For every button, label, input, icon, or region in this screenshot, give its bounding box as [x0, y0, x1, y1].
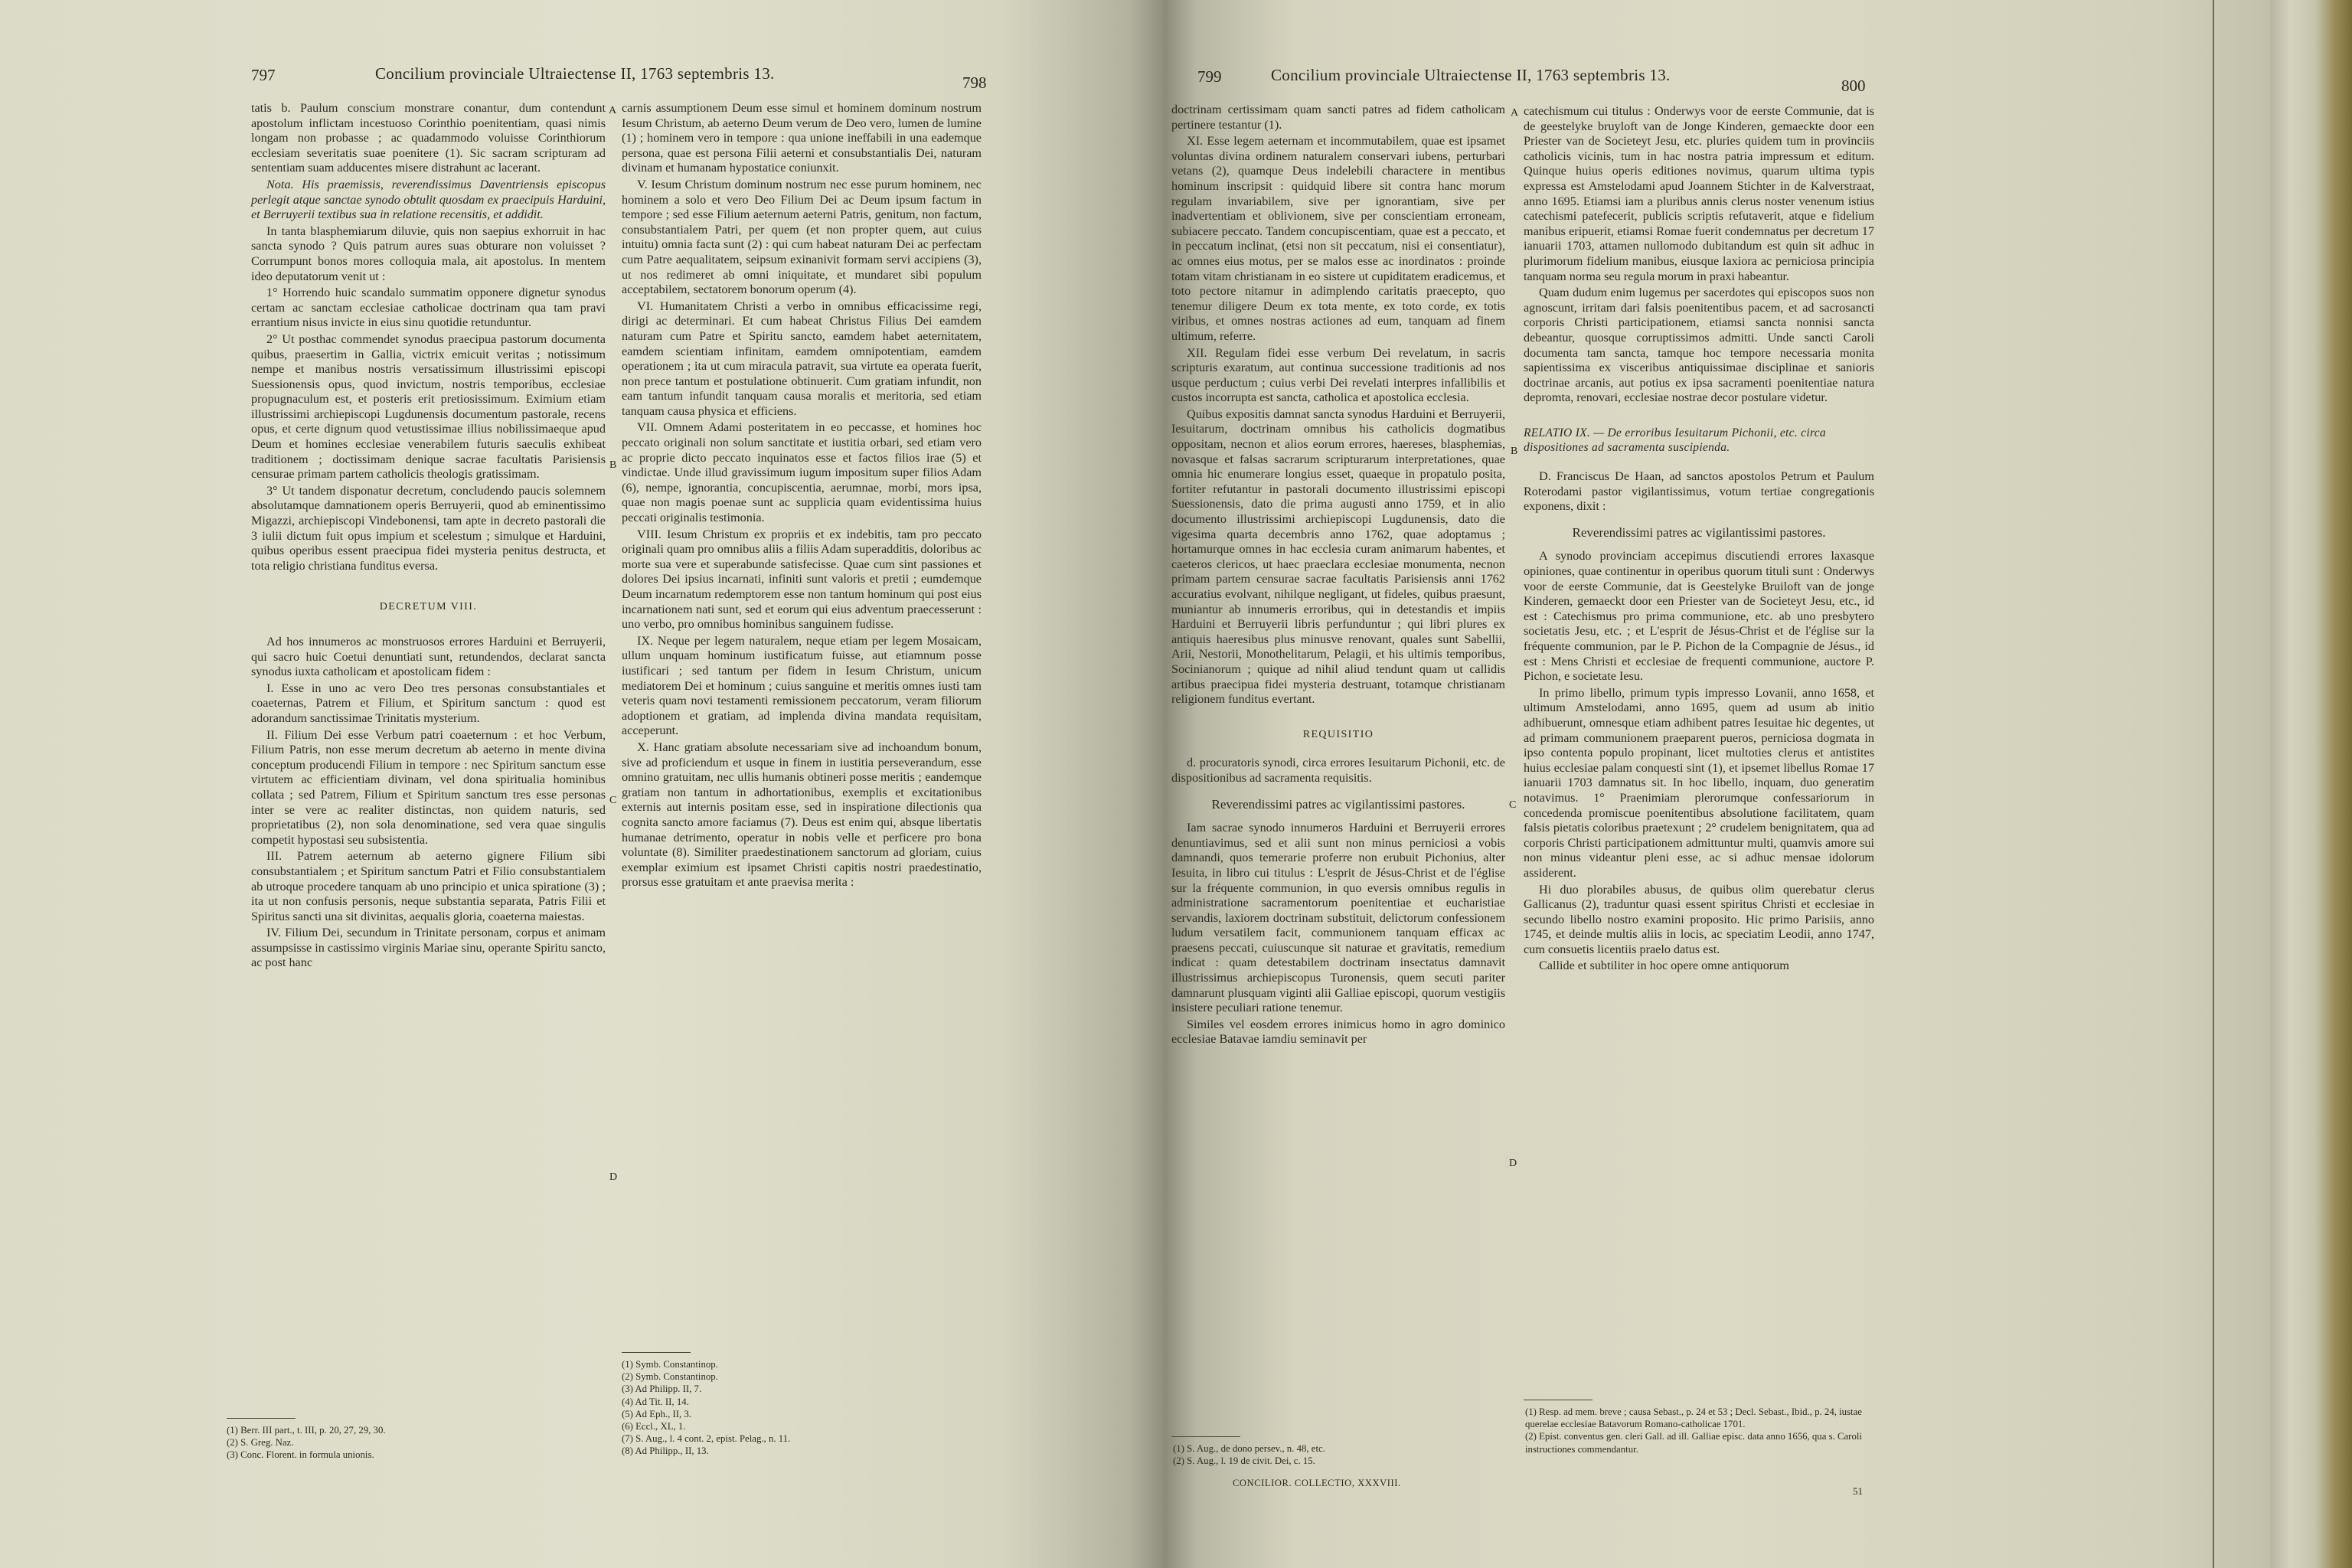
footnote: (2) S. Greg. Naz. — [227, 1437, 294, 1449]
page-number-799: 799 — [1197, 67, 1222, 86]
footnotes-left-a — [227, 1424, 386, 1462]
footnote: (8) Ad Philipp., II, 13. — [622, 1446, 709, 1457]
paragraph: A synodo provinciam accepimus discutiendi errores laxasque opiniones, quae continentur in operibus quorum tituli sunt : Onderwys voor de eerste Communie, dat is Geestelyke Bruiloft van de jonge Kinderen, gemaeckt door een Priester van de Societeyt Jesu, etc., id est : Catechismus pro prima communione, etc. ab uno presbytero societatis Jesu, etc. ; et L'esprit de Jésus-Christ et de l'église sur la fréquente communion, par le P. Pichon de la Compagnie de Jésus., id est : Mens Christi et ecclesiae de frequenti communione, auctore P. Pichon, e societate Iesu. — [1524, 549, 1874, 684]
page-number-797: 797 — [251, 66, 276, 84]
paragraph: Quam dudum enim lugemus per sacerdotes qui episcopos suos non agnoscunt, irritam dari falsis poenitentibus pacem, et ad sacrosancti corporis Christi participationem, etiamsi sancta nonnisi sancta debeantur, quosque corruptissimos admitti. Unde sancti Caroli documenta tam sancta, tamque hoc tempore necessaria monita sapientissima ex visceribus antiquissimae disciplinae et sanioris doctrinae arcanis, aut potius ex ipsa sacramenti poenitentiae natura depromta, renovari, ecclesiae nostrae decor postulare videtur. — [1524, 286, 1874, 405]
paragraph: In primo libello, primum typis impresso Lovanii, anno 1658, et ultimum Amstelodami, anno 1695, quem ad usum ab initio adhibuerunt, omnesque etiam adhibent patres Iesuitae hic degentes, ut ad primam communionem praeparent pueros, perniciosa dogmata in ipso contenta populo propinant, licet multoties clerus et antistites huius ecclesiae palam conquesti sint (1), et ipsemet libellus Romae 17 ianuarii 1703 damnatus sit. In hoc libello, inquam, duo generatim notavimus. 1° Praenimiam plerorumque confessariorum in concedenda promiscue poenitentibus absolutione facilitatem, quam falsis pietatis coloribus praetexunt ; 2° crudelem benignitatem, qua ad corporis Christi participationem admittuntur multi, quamvis amore sui non minus videantur pleni esse, ac si adhuc mensae idolorum assiderent. — [1524, 685, 1874, 880]
page-number-798: 798 — [962, 74, 987, 92]
footnote: (3) Conc. Florent. in formula unionis. — [227, 1449, 374, 1461]
paragraph: Similes vel eosdem errores inimicus homo in agro dominico ecclesiae Batavae iamdiu seminavit per — [1171, 1017, 1505, 1047]
paragraph: doctrinam certissimam quam sancti patres ad fidem catholicam pertinere testantur (1). — [1171, 103, 1505, 132]
margin-letter: B — [609, 459, 617, 471]
paragraph: XII. Regulam fidei esse verbum Dei revelatum, in sacris scripturis exaratum, aut continua successione traditionis ad nos usque perductum ; cuius verbi Dei revelati interpres infallibilis et custos incorrupta est sancta, catholica et apostolica ecclesia. — [1171, 345, 1505, 405]
footnotes-right-b — [1525, 1406, 1873, 1455]
footnote: (2) Symb. Constantinop. — [622, 1371, 718, 1383]
footnote: (2) S. Aug., l. 19 de civit. Dei, c. 15. — [1173, 1455, 1315, 1467]
margin-letter: D — [609, 1171, 618, 1183]
left-column-b — [622, 101, 982, 892]
right-page — [1164, 0, 2270, 1568]
salutation: Reverendissimi patres ac vigilantissimi pastores. — [1572, 524, 1826, 540]
salutation: Reverendissimi patres ac vigilantissimi pastores. — [1211, 796, 1465, 812]
margin-letter: A — [1511, 107, 1519, 119]
book-edge — [2270, 0, 2352, 1568]
footnote: (6) Eccl., XL, 1. — [622, 1421, 686, 1432]
gathering-signature: 51 — [1853, 1485, 1863, 1497]
margin-letter: D — [1509, 1158, 1517, 1169]
margin-letter: C — [609, 795, 617, 806]
footnote: (7) S. Aug., l. 4 cont. 2, epist. Pelag., n. 11. — [622, 1433, 791, 1445]
paragraph: Hi duo plorabiles abusus, de quibus olim querebatur clerus Gallicanus (2), traduntur quasi essent spiritus Christi et ecclesiae in secundo libello nostro examini proposito. Hic primo Parisiis, anno 1745, et deinde multis aliis in locis, ac speciatim Leodii, anno 1747, cum consuetis licentiis praelo datus est. — [1524, 882, 1874, 956]
paragraph: catechismum cui titulus : Onderwys voor de eerste Communie, dat is de geestelyke bruyloft van de Jonge Kinderen, gemaeckte door een Priester van de Societeyt Jesu, etc. pluries quidem tum in provinciis catholicis vicinis, tum in hac nostra patria impressum et editum. Quinque huius operis editiones novimus, quarum ultima typis expressa est Amstelodami apud Joannem Stichter in de Kalverstraat, anno 1695. Etiamsi iam a pluribus annis clerus noster venenum istius catechismi patefecerit, publicis scriptis refutaverit, atque e fidelium manibus eripuerit, etiamsi Romae fuerit condemnatus per decretum 17 ianuarii 1703, attamen nullomodo dubitandum est quin sit adhuc in plurimorum fidelium manibus, eiusque laxiora ac perniciosa principia tanquam norma seu regula morum in praxi habeantur. — [1524, 104, 1874, 283]
paragraph: X. Hanc gratiam absolute necessariam sive ad inchoandum bonum, sive ad proficiendum et usque in finem in iustitia perseverandum, esse omnino gratuitam, nec ullis humanis obtineri posse meritis ; eandemque gratiam non tantum in adhortationibus, exemplis et excitationibus externis aut internis positam esse, sed in inspiratione dilectionis qua cognita sancto amore faciamus (7). Deus est enim qui, absque libertatis humanae detrimento, operatur in nobis velle et perficere pro bona voluntate (8). Similiter praedestinationem sanctorum ad gloriam, cuius exemplar eximium est ipsamet Christi capitis nostri praedestinatio, prorsus esse gratuitam et ante praevisa merita : — [622, 740, 982, 890]
footnote: (3) Ad Philipp. II, 7. — [622, 1383, 702, 1395]
footnote: (5) Ad Eph., II, 3. — [622, 1408, 691, 1419]
right-column-a — [1171, 103, 1505, 1049]
footnote: (2) Epist. conventus gen. cleri Gall. ad ill. Galliae episc. data anno 1656, qua s. Caroli instructiones commendantur. — [1525, 1431, 1862, 1455]
footnote: (1) Berr. III part., t. III, p. 20, 27, 29, 30. — [227, 1425, 386, 1436]
footnote: (1) Symb. Constantinop. — [622, 1359, 718, 1370]
section-heading: DECRETUM VIII. — [379, 601, 478, 613]
paragraph: IV. Filium Dei, secundum in Trinitate personam, corpus et animam assumpsisse in castissimo virginis Mariae sinu, operante Spiritu sancto, ac post hanc — [251, 926, 606, 970]
footnote: (1) S. Aug., de dono persev., n. 48, etc. — [1173, 1443, 1325, 1454]
footnote-rule — [622, 1352, 691, 1353]
paragraph: 1° Horrendo huic scandalo summatim opponere dignetur synodus certam ac sanctam ecclesiae catholicae doctrinam qua tam pravi errantium nisus invicte in eius sinu quotidie retunduntur. — [251, 286, 606, 330]
relatio-heading: RELATIO IX. — De erroribus Iesuitarum Pichonii, etc. circa dispositiones ad sacramenta suscipienda. — [1524, 426, 1826, 455]
paragraph: 2° Ut posthac commendet synodus praecipua pastorum documenta quibus, praesertim in Gallia, victrix emicuit veritas ; notissimum nempe et manibus nostris versatissimum illustrissimi episcopi Suessionensis opus, quod invictum, nostris temporibus, ecclesiae propugnaculum est, et posteris erit pretiosissimum. Eximium etiam illustrissimi archiepiscopi Lugdunensis documentum pastorale, recens opus, et certe dignum quod vetustissimae illius nobilissimaeque apud Deum et homines ecclesiae venerabilem futuris saeculis exhibeat traditionem ; doctissimam denique sacrae facultatis Parisiensis censurae primam partem catholicis theologis gratissimam. — [251, 332, 606, 482]
margin-letter: B — [1511, 446, 1518, 457]
paragraph: In tanta blasphemiarum diluvie, quis non saepius exhorruit in hac sancta synodo ? Quis patrum aures suas obturare non voluisset ? Corrumpunt bonos mores colloquia mala, ait apostolus. In mentem ideo deputatorum venit ut : — [251, 224, 606, 283]
running-header: Concilium provinciale Ultraiectense II, 1763 septembris 13. — [1271, 66, 1671, 84]
paragraph: d. procuratoris synodi, circa errores Iesuitarum Pichonii, etc. de dispositionibus ad sacramenta requisitis. — [1171, 756, 1505, 785]
paragraph: Quibus expositis damnat sancta synodus Harduini et Berruyerii, Iesuitarum, doctrinam omnibus his catholicis dogmatibus oppositam, necnon et alios eorum errores, haereses, blasphemias, novasque et falsas sacrarum scripturarum interpretationes, quae omnia hic enumerare longius esset, quaeque in propatulo posita, fortiter refutantur in pastorali documento illustrissimi episcopi Suessionensis, dato die prima augusti anno 1759, et in alio documento illustrissimi archiepiscopi Lugdunensis, dato die vigesima quarta decembris anno 1762, quae adoptamus ; hortamurque omnes in hac ecclesia curam animarum habentes, et caeteros clericos, ut haec praeclara ecclesiae monumenta, necnon primam partem censurae sacrae facultatis Parisiensis anni 1762 accuratius evolvant, nihilque negligant, ut fideles, quibus praesunt, muniantur ab innumeris erroribus, qui in detestandis et impiis Harduini et Berruyerii libris perfunduntur ; qui libri plures ex antiquis haeresibus plus minusve renovant, quales sunt Sabellii, Arii, Nestorii, Monothelitarum, Pelagii, et his ultimis temporibus, Socinianorum ; quique ad nihil aliud tendunt quam ut callidis artibus praecipua fidei mysteria destruant, totamque christianam religionem funditus evertant. — [1171, 407, 1505, 707]
paragraph: III. Patrem aeternum ab aeterno gignere Filium sibi consubstantialem ; et Spiritum sanctum Patri et Filio consubstantialem ab utroque procedere tanquam ab uno principio et unica spiratione (3) ; ita ut non confusis personis, neque substantia separata, Patris Filii et Spiritus sancti una sit divinitas, aequalis gloria, coaeterna maiestas. — [251, 849, 606, 923]
paragraph: VI. Humanitatem Christi a verbo in omnibus efficacissime regi, dirigi ac determinari. Et cum habeat Christus Filius Dei eamdem naturam cum Patre et Spiritu sancto, eamdem habet aeternitatem, eamdem scientiam infinitam, eamdem omnipotentiam, eamdem operationem ; ita ut cum miracula patravit, sua virtute ea operata fuerit, non prece tantum et postulatione obtinuerit. Cum gratiam infundit, non eam tantum infundit tanquam causa moralis et meritoria, sed etiam tanquam causa physica et efficiens. — [622, 299, 982, 418]
paragraph: Nota. His praemissis, reverendissimus Daventriensis episcopus perlegit atque sanctae synodo obtulit quosdam ex praecipuis Harduini, et Berruyerii textibus sua in relatione recensitis, et addidit. — [251, 177, 606, 222]
paragraph: 3° Ut tandem disponatur decretum, concludendo paucis solemnem absolutamque damnationem operis Berruyerii, quod ab eminentissimo Migazzi, archiepiscopi Vindebonensi, tam apte in decreto pastorali die 3 iulii dictum fuit opus impium et scelestum ; simulque et Harduini, quibus operibus essent praecipua fidei mysteria penitus destructa, et tota religio christiana funditus eversa. — [251, 483, 606, 573]
paragraph: XI. Esse legem aeternam et incommutabilem, quae est ipsamet voluntas divina ordinem naturalem conservari iubens, perturbari vetans (2), quamque Deus indelebili charactere in mentibus hominum inscripsit : quidquid libere sit contra hanc morum regulam invariabilem, sive per ignorantiam, sive per inadvertentiam et oblivionem, sive per conscientiam erroneam, subiacere peccato. Tandem concupiscentiam, quae est a peccato, et in peccatum inclinat, (etsi non sit peccatum, nisi ei consentiatur), ac omnes eius motus, per se malos esse ac inordinatos : proinde totam vitam christianam in eo sistere ut cupiditatem eradicemus, et toto pectore nitamur in adimplendo caritatis praecepto, quo tenemur diligere Deum ex tota mente, ex toto corde, ex totis viribus, et omnes nostras actiones ad eum, tanquam ad finem ultimum, referre. — [1171, 134, 1505, 343]
paragraph: VIII. Iesum Christum ex propriis et ex indebitis, tam pro peccato originali quam pro omnibus aliis a filiis Adam superadditis, doloribus ac morte sua vere et superabunde satisfecisse. Quae cum sint passiones et dolores Dei ipsius incarnati, infiniti sunt valoris et pretii ; eumdemque Deum incarnatum redemptorem esse non tantum hominum qui post eius incarnationem nati sunt, sed et eorum qui eius adventum praecesserunt : uno verbo, pro omnibus hominibus sanguinem fudisse. — [622, 527, 982, 632]
footnotes-left-b — [622, 1358, 790, 1458]
page-number-800: 800 — [1841, 77, 1866, 95]
paragraph: II. Filium Dei esse Verbum patri coaeternum : et hoc Verbum, Filium Patris, non esse merum decretum ab aeterno in mente divina conceptum producendi Filium in tempore : nec Spiritum sanctum esse virtutem ac efficientiam divinam, vel dona spiritualia hominibus collata ; sed Patrem, Filium et Spiritum sanctum tres esse personas inter se vere ac realiter distinctas, non quidem naturis, sed proprietatibus (2), non sola denominatione, sed vera quae singulis competit hypostasi seu subsistentia. — [251, 727, 606, 847]
paragraph: carnis assumptionem Deum esse simul et hominem dominum nostrum Iesum Christum, ab aeterno Deum verum de Deo vero, lumen de lumine (1) ; hominem vero in tempore : qua unione ineffabili in una eademque persona, quae est persona Filii aeterni et consubstantialis Dei, naturam divinam et humanam hypostatice coniunxit. — [622, 101, 982, 175]
paragraph: IX. Neque per legem naturalem, neque etiam per legem Mosaicam, ullum unquam hominum iustificatum fuisse, aut etiamnum posse iustificari ; sed tantum per fidem in Iesum Christum, unicum mediatorem Dei et hominum ; cuius sanguine et meritis omnes iusti tam veteris quam novi testamenti remissionem peccatorum, veram filiorum adoptionem et gratiam, ad implenda divina mandata requisitam, acceperunt. — [622, 633, 982, 738]
margin-letter: A — [609, 105, 617, 116]
paragraph: I. Esse in uno ac vero Deo tres personas consubstantiales et coaeternas, Patrem et Filium, et Spiritum sanctum : quod est adorandum sanctissimae Trinitatis mysterium. — [251, 681, 606, 725]
footnote-rule — [1171, 1436, 1240, 1437]
left-column-a — [251, 101, 606, 972]
paragraph: Iam sacrae synodo innumeros Harduini et Berruyerii errores denuntiavimus, sed et alii sunt non minus perniciosi a vobis damnandi, quos temerarie proferre non erubuit Pichonius, alter Iesuita, in libro cui titulus : L'esprit de Jésus-Christ et de l'église sur la fréquente communion, in quo eversis omnibus regulis in administratione sacramentorum poenitentiae et eucharistiae servandis, laxiorem doctrinam substituit, delictorum confessionem ludum versatilem facit, communionem tanquam efficax ac praesens peccati, cuiuscunque sit naturae et gravitatis, remedium indicat : quam detestabilem doctrinam insectatus damnavit illustrissimus archiepiscopus Turonensis, quem secuti pariter damnarunt plusquam viginti alii Galliae episcopi, quorum vestigiis insistere peculiari ratione tenemur. — [1171, 821, 1505, 1015]
volume-signature: CONCILIOR. COLLECTIO, XXXVIII. — [1233, 1478, 1401, 1488]
paragraph: Ad hos innumeros ac monstruosos errores Harduini et Berruyerii, qui sacro huic Coetui denuntiati sunt, retundendos, declarat sancta synodus iuxta catholicam et apostolicam fidem : — [251, 635, 606, 679]
edge-line — [2213, 0, 2214, 1568]
left-page — [0, 0, 1164, 1568]
footnote: (4) Ad Tit. II, 14. — [622, 1396, 689, 1407]
footnote: (1) Resp. ad mem. breve ; causa Sebast., p. 24 et 53 ; Decl. Sebast., Ibid., p. 24, iustae querelae ecclesiae Batavorum Romano-catholicae 1701. — [1525, 1406, 1862, 1430]
paragraph: Callide et subtiliter in hoc opere omne antiquorum — [1539, 959, 1789, 973]
margin-letter: C — [1509, 799, 1517, 811]
paragraph: D. Franciscus De Haan, ad sanctos apostolos Petrum et Paulum Roterodami pastor vigilantissimus, votum tertiae congregationis exponens, dixit : — [1524, 469, 1874, 514]
section-heading: REQUISITIO — [1302, 728, 1374, 740]
running-header: Concilium provinciale Ultraiectense II, 1763 septembris 13. — [375, 64, 775, 83]
paragraph: VII. Omnem Adami posteritatem in eo peccasse, et homines hoc peccato originali non solum sanctitate et iustitia orbari, sed etiam vero ac proprie dicto peccato inquinatos esse et factos filios irae (5) et vindictae. Unde illud gravissimum iugum impositum super filios Adam (6), nempe, ignorantia, concupiscentia, aerumnae, morbi, mors ipsa, quae non magis poenae sunt ac supplicia quam evidentissima huius peccati originalis testimonia. — [622, 420, 982, 525]
paragraph: V. Iesum Christum dominum nostrum nec esse purum hominem, nec hominem a solo et vero Deo Filium Dei ac Deum ipsum factum in tempore ; sed esse Filium aeternum aeterni Patris, genitum, non factum, consubstantialem Patri, per quem (et non propter quem, aut cuius intuitu) omnia facta sunt (2) : qui cum habeat naturam Dei ac perfectam cum Patre aequalitatem, seipsum exinanivit formam servi accipiens (3), ut nos redimeret ab omni iniquitate, et mundaret sibi populum acceptabilem, sectatorem bonorum operum (4). — [622, 177, 982, 297]
right-column-b — [1524, 104, 1874, 975]
paragraph: tatis b. Paulum conscium monstrare conantur, dum contendunt apostolum inflictam incestuoso Corinthio poenitentiam, quasi nimis longam non probasse ; ac quadammodo voluisse Corinthiorum ecclesiam severitatis suae poenitere (1). Sic sacram scripturam ad sententiam suam adducentes misere distrahunt ac lacerant. — [251, 101, 606, 175]
footnote-rule — [227, 1418, 296, 1419]
footnotes-right-a — [1173, 1442, 1325, 1467]
